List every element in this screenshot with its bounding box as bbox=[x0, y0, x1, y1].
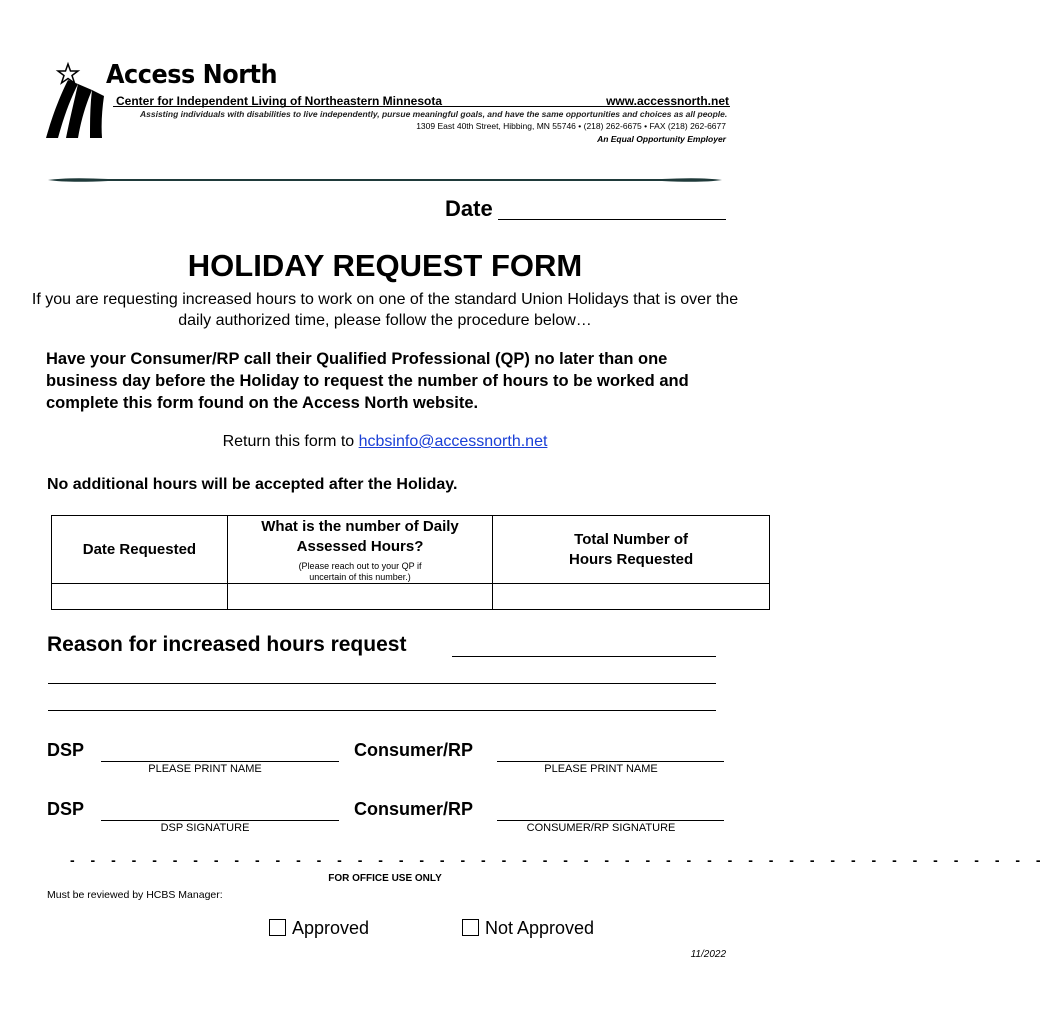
dsp-signature-field[interactable] bbox=[101, 820, 339, 821]
office-use-heading: FOR OFFICE USE ONLY bbox=[328, 873, 442, 884]
reason-field[interactable] bbox=[452, 656, 716, 657]
no-additional-hours-note: No additional hours will be accepted after the Holiday. bbox=[47, 476, 458, 493]
consumer-name-field[interactable] bbox=[497, 761, 724, 762]
approved-label: Approved bbox=[292, 918, 370, 938]
access-north-logo bbox=[44, 62, 106, 142]
reason-field-line-2[interactable] bbox=[48, 683, 716, 684]
return-instruction bbox=[0, 433, 770, 451]
dashed-separator: - - - - - - - - - - - - - - - - - - - - - - - - - - - - - - - - - - - - - - - - - - - - - - - - bbox=[70, 852, 1047, 868]
header-divider bbox=[48, 177, 722, 183]
intro-text: If you are requesting increased hours to work on one of the standard Union Holidays that is over the daily authorized time, please follow the procedure below… bbox=[31, 291, 739, 329]
reason-field-line-3[interactable] bbox=[48, 710, 716, 711]
consumer-signature-field[interactable] bbox=[497, 820, 724, 821]
table-header-row bbox=[52, 516, 770, 584]
org-name: Access North bbox=[106, 60, 278, 90]
date-label: Date bbox=[445, 196, 493, 221]
request-table bbox=[51, 515, 770, 610]
dsp-signature-caption: DSP SIGNATURE bbox=[160, 822, 250, 834]
reviewed-by-note: Must be reviewed by HCBS Manager: bbox=[47, 889, 223, 901]
dsp-signature-label: DSP bbox=[47, 799, 85, 819]
org-subtitle: Center for Independent Living of Northeastern Minnesota bbox=[116, 94, 443, 108]
date-requested-cell[interactable] bbox=[52, 584, 228, 610]
approved-checkbox[interactable] bbox=[269, 919, 286, 936]
return-text: Return this form to bbox=[222, 433, 359, 450]
mission-statement: Assisting individuals with disabilities to live independently, pursue meaningful goals, and have the same opportunities and choices as all people. bbox=[140, 109, 728, 119]
address: 1309 East 40th Street, Hibbing, MN 55746 • (218) 262-6675 • FAX (218) 262-6677 bbox=[416, 121, 726, 131]
consumer-name-label: Consumer/RP bbox=[354, 740, 474, 760]
header-daily-assessed-hours: What is the number of Daily Assessed Hours? (Please reach out to your QP if uncertain of this number.) bbox=[227, 516, 492, 584]
consumer-signature-caption: CONSUMER/RP SIGNATURE bbox=[526, 822, 676, 834]
reason-label: Reason for increased hours request bbox=[47, 633, 407, 656]
instructions: Have your Consumer/RP call their Qualified Professional (QP) no later than one business day before the Holiday to request the number of hours to be worked and complete this form found on the Access North website. bbox=[46, 350, 689, 412]
dsp-name-label: DSP bbox=[47, 740, 85, 760]
consumer-print-name-caption: PLEASE PRINT NAME bbox=[544, 763, 658, 775]
equal-opportunity-note: An Equal Opportunity Employer bbox=[597, 134, 726, 144]
header-date-requested: Date Requested bbox=[52, 516, 228, 584]
total-hours-cell[interactable] bbox=[493, 584, 770, 610]
website-link[interactable]: www.accessnorth.net bbox=[606, 94, 729, 108]
header-note: (Please reach out to your QP if uncertain of this number.) bbox=[298, 560, 422, 582]
dsp-name-field[interactable] bbox=[101, 761, 339, 762]
not-approved-checkbox[interactable] bbox=[462, 919, 479, 936]
date-field[interactable] bbox=[498, 219, 726, 220]
revision-date: 11/2022 bbox=[690, 949, 726, 960]
form-title: HOLIDAY REQUEST FORM bbox=[187, 248, 583, 283]
consumer-signature-label: Consumer/RP bbox=[354, 799, 474, 819]
not-approved-label: Not Approved bbox=[485, 918, 595, 938]
header-total-hours: Total Number of Hours Requested bbox=[493, 516, 770, 584]
email-link[interactable]: hcbsinfo@accessnorth.net bbox=[358, 433, 548, 450]
dsp-print-name-caption: PLEASE PRINT NAME bbox=[148, 763, 262, 775]
table-row bbox=[52, 584, 770, 610]
daily-assessed-hours-cell[interactable] bbox=[227, 584, 492, 610]
